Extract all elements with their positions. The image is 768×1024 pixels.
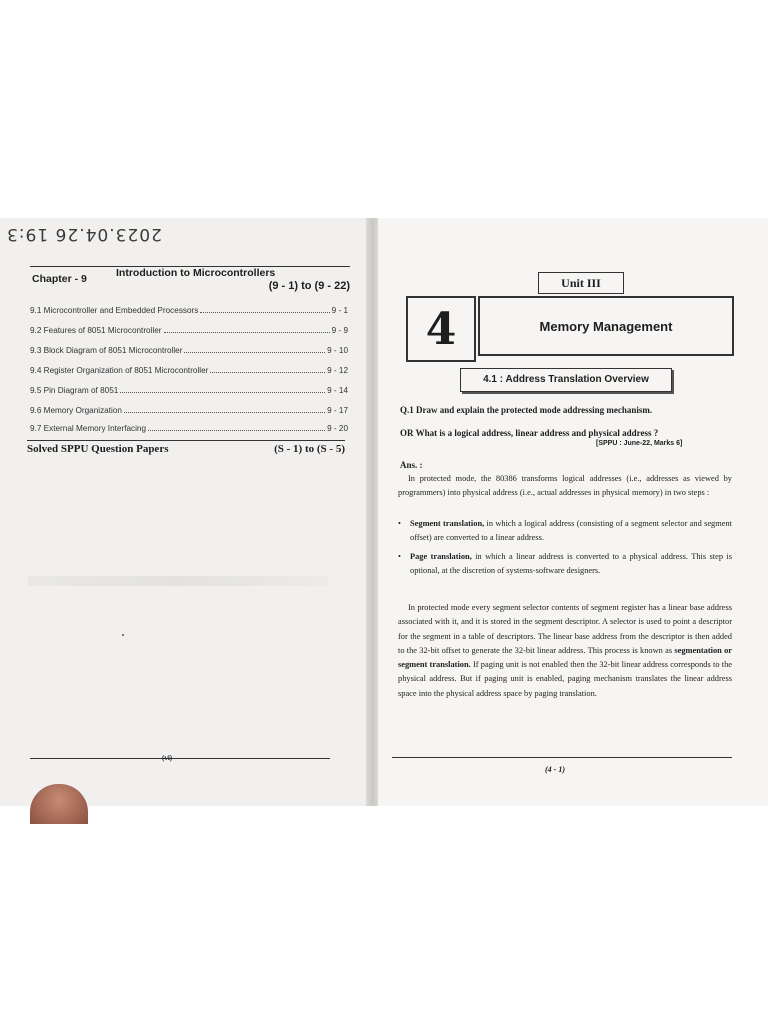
timestamp-stamp: 2023.04.26 19:3 bbox=[6, 224, 162, 244]
toc-item: 9.4 Register Organization of 8051 Microcontroller 9 - 12 bbox=[30, 366, 348, 375]
bullet-segment-translation: • Segment translation, in which a logical address (consisting of a segment selector and segment offset) are converted to a linear address. bbox=[398, 519, 732, 543]
bullet-page-translation: • Page translation, in which a linear address is converted to a physical address. This step is optional, at the discretion of systems-software designers. bbox=[398, 552, 733, 576]
exam-reference: [SPPU : June-22, Marks 6] bbox=[596, 440, 683, 447]
solved-range: (S - 1) to (S - 5) bbox=[274, 443, 345, 455]
toc-item: 9.2 Features of 8051 Microcontroller 9 - 9 bbox=[30, 326, 348, 335]
toc-item: 9.5 Pin Diagram of 8051 9 - 14 bbox=[30, 386, 348, 395]
chapter-title-box bbox=[478, 296, 734, 356]
question-1-alt: OR What is a logical address, linear address and physical address ? bbox=[400, 428, 659, 438]
toc-item: 9.1 Microcontroller and Embedded Processors 9 - 1 bbox=[30, 306, 348, 315]
solved-papers-row bbox=[27, 440, 345, 455]
section-heading: 4.1 : Address Translation Overview bbox=[460, 368, 672, 392]
chapter-label: Chapter - 9 bbox=[32, 273, 87, 285]
right-page-number: (4 - 1) bbox=[545, 765, 565, 774]
unit-label: Unit III bbox=[538, 272, 624, 294]
chapter-title: Introduction to Microcontrollers bbox=[116, 267, 276, 279]
right-chapter-title: Memory Management bbox=[539, 318, 673, 334]
right-footer-rule bbox=[392, 757, 732, 758]
left-page-number: (vi) bbox=[162, 754, 173, 762]
intro-paragraph: In protected mode, the 80386 transforms logical addresses (i.e., addresses as viewed by programmers) into physical address (i.e., actual addresses in physical memory) in two steps : bbox=[398, 474, 732, 498]
chapter-range: (9 - 1) to (9 - 22) bbox=[268, 280, 350, 292]
chapter-number-box bbox=[406, 296, 476, 362]
question-1: Q.1 Draw and explain the protected mode addressing mechanism. bbox=[400, 405, 653, 415]
left-page bbox=[0, 218, 372, 806]
toc-item: 9.7 External Memory Interfacing 9 - 20 bbox=[30, 424, 348, 433]
solved-label: Solved SPPU Question Papers bbox=[27, 443, 169, 455]
bleed-through-shadow bbox=[28, 576, 328, 586]
ink-dot bbox=[122, 634, 124, 636]
body-paragraph: In protected mode every segment selector contents of segment register has a linear base address associated with it, and it is stored in the segment descriptor. A selector is used to point a descriptor for the segment in a table of descriptors. The linear base address from the descriptor is then added to the 32-bit offset to generate the 32-bit linear address. This process is known as segmentation or segment translation. If paging unit is not enabled then the 32-bit linear address corresponds to the physical address. But if paging unit is enabled, paging mechanism translates the linear address space into the physical address space by paging translation. bbox=[398, 603, 733, 698]
toc-item: 9.6 Memory Organization 9 - 17 bbox=[30, 406, 348, 415]
chapter-number: 4 bbox=[425, 303, 457, 355]
chapter-header bbox=[30, 266, 350, 292]
toc-item: 9.3 Block Diagram of 8051 Microcontroller 9 - 10 bbox=[30, 346, 348, 355]
answer-label: Ans. : bbox=[400, 460, 423, 470]
left-footer-rule bbox=[30, 758, 330, 759]
